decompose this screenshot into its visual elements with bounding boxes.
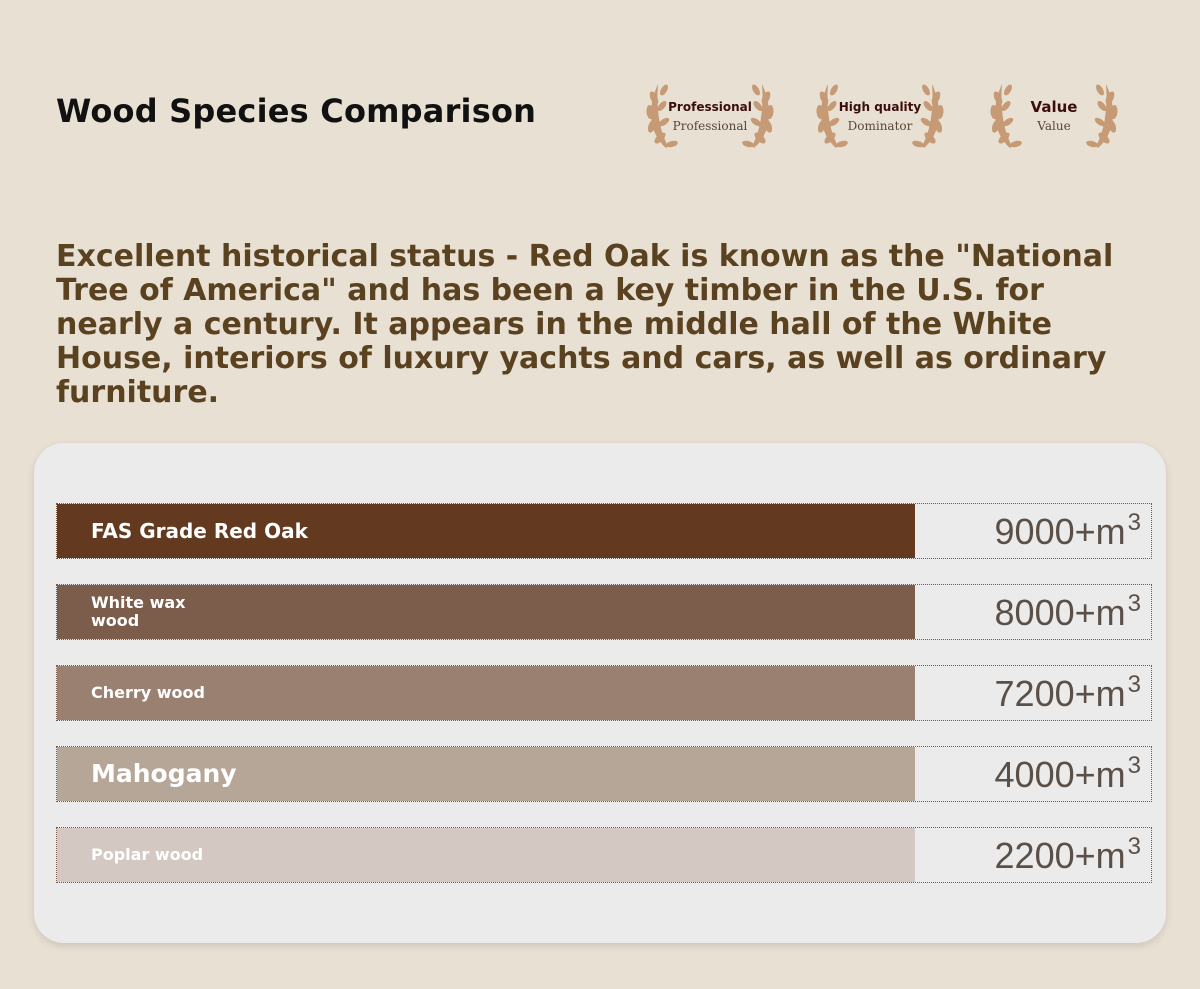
laurel-wreath-icon xyxy=(644,76,776,154)
row-value: $9000+m^3$ xyxy=(994,509,1141,552)
row-label: White wax wood xyxy=(91,593,186,630)
badge-subtitle: Value xyxy=(1037,119,1071,133)
laurel-wreath-icon xyxy=(814,76,946,154)
comparison-row xyxy=(56,503,1152,559)
row-label: Mahogany xyxy=(91,759,237,788)
comparison-row xyxy=(56,827,1152,883)
row-value: $2200+m^3$ xyxy=(994,833,1141,876)
badge-high-quality xyxy=(814,76,946,154)
row-label: Cherry wood xyxy=(91,683,205,702)
comparison-row xyxy=(56,746,1152,802)
comparison-card xyxy=(34,443,1166,943)
comparison-row xyxy=(56,665,1152,721)
row-label: Poplar wood xyxy=(91,845,204,864)
row-value: $4000+m^3$ xyxy=(994,752,1141,795)
badge-value xyxy=(988,76,1120,154)
comparison-row xyxy=(56,584,1152,640)
badge-subtitle: Professional xyxy=(672,119,748,133)
badge-title: High quality xyxy=(838,100,922,114)
row-value: $8000+m^3$ xyxy=(994,590,1141,633)
row-label: FAS Grade Red Oak xyxy=(91,519,308,543)
row-value: $7200+m^3$ xyxy=(994,671,1141,714)
badge-subtitle: Dominator xyxy=(847,119,913,133)
page-title: Wood Species Comparison xyxy=(56,92,537,130)
badge-title: Professional xyxy=(668,100,752,114)
badge-title: Value xyxy=(1030,98,1078,116)
badge-professional xyxy=(644,76,776,154)
description-text: Excellent historical status - Red Oak is known as the "National Tree of America" and has been a key timber in the U.S. for nearly a century. It appears in the middle hall of the White House, interiors of luxury yachts and cars, as well as ordinary furniture. xyxy=(56,239,1114,410)
